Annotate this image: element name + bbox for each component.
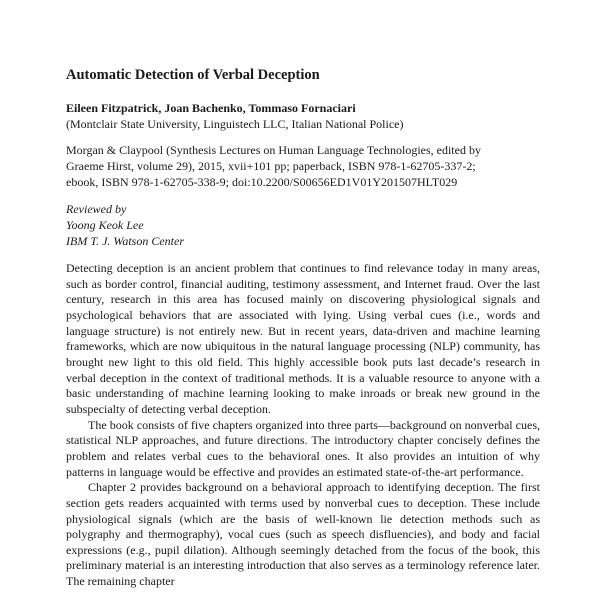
reviewed-by-label: Reviewed by (66, 202, 127, 216)
author-affiliations: (Montclair State University, Linguistech LLC, Italian National Police) (66, 117, 404, 131)
review-content (66, 66, 540, 590)
body-paragraph-2: The book consists of five chapters organized into three parts—background on nonverbal cues, statistical NLP approaches, and future directions. The introductory chapter concisely defines the problem and relates verbal cues to the behavioral ones. It also provides an intuition of why patterns in language would be effective and provides an estimated state-of-the-art performance. (66, 417, 540, 479)
publication-info (66, 142, 540, 190)
body-paragraph-3: Chapter 2 provides background on a behavioral approach to identifying deception. The first section gets readers acquainted with terms used by nonverbal cues to deception. These include physiological signals (which are the basis of well-known lie detection methods such as polygraphy and thermography), vocal cues (such as speech disfluencies), and body and facial expressions (e.g., pupil dilation). Although seemingly detached from the focus of the book, this preliminary material is an interesting introduction that also serves as a terminology reference later. The remaining chapter (66, 480, 540, 589)
book-authors: Eileen Fitzpatrick, Joan Bachenko, Tommaso Fornaciari (66, 101, 356, 115)
book-title: Automatic Detection of Verbal Deception (66, 67, 320, 83)
body-paragraph-1: Detecting deception is an ancient problem that continues to find relevance today in many areas, such as border control, financial auditing, testimony assessment, and Internet fraud. Over the last century, research in this area has focused mainly on discovering physiological signals and psychological behaviors that are associated with lying. Using verbal cues (i.e., words and language structure) is not entirely new. But in recent years, data-driven and machine learning frameworks, which are now ubiquitous in the natural language processing (NLP) community, has brought new light to this old field. This highly accessible book puts last decade’s research in verbal deception in the context of traditional methods. It is a valuable resource to anyone with a basic understanding of machine learning looking to make inroads or break new ground in the subspecialty of detecting verbal deception. (66, 261, 540, 416)
reviewer-name: Yoong Keok Lee (66, 218, 144, 232)
publication-line-2: Graeme Hirst, volume 29), 2015, xvii+101 pp; paperback, ISBN 978-1-62705-337-2; (66, 159, 476, 173)
reviewer-block (66, 201, 540, 249)
reviewer-institution: IBM T. J. Watson Center (66, 234, 184, 248)
publication-line-3: ebook, ISBN 978-1-62705-338-9; doi:10.2200/S00656ED1V01Y201507HLT029 (66, 175, 458, 189)
publication-line-1: Morgan & Claypool (Synthesis Lectures on Human Language Technologies, edited by (66, 143, 481, 157)
